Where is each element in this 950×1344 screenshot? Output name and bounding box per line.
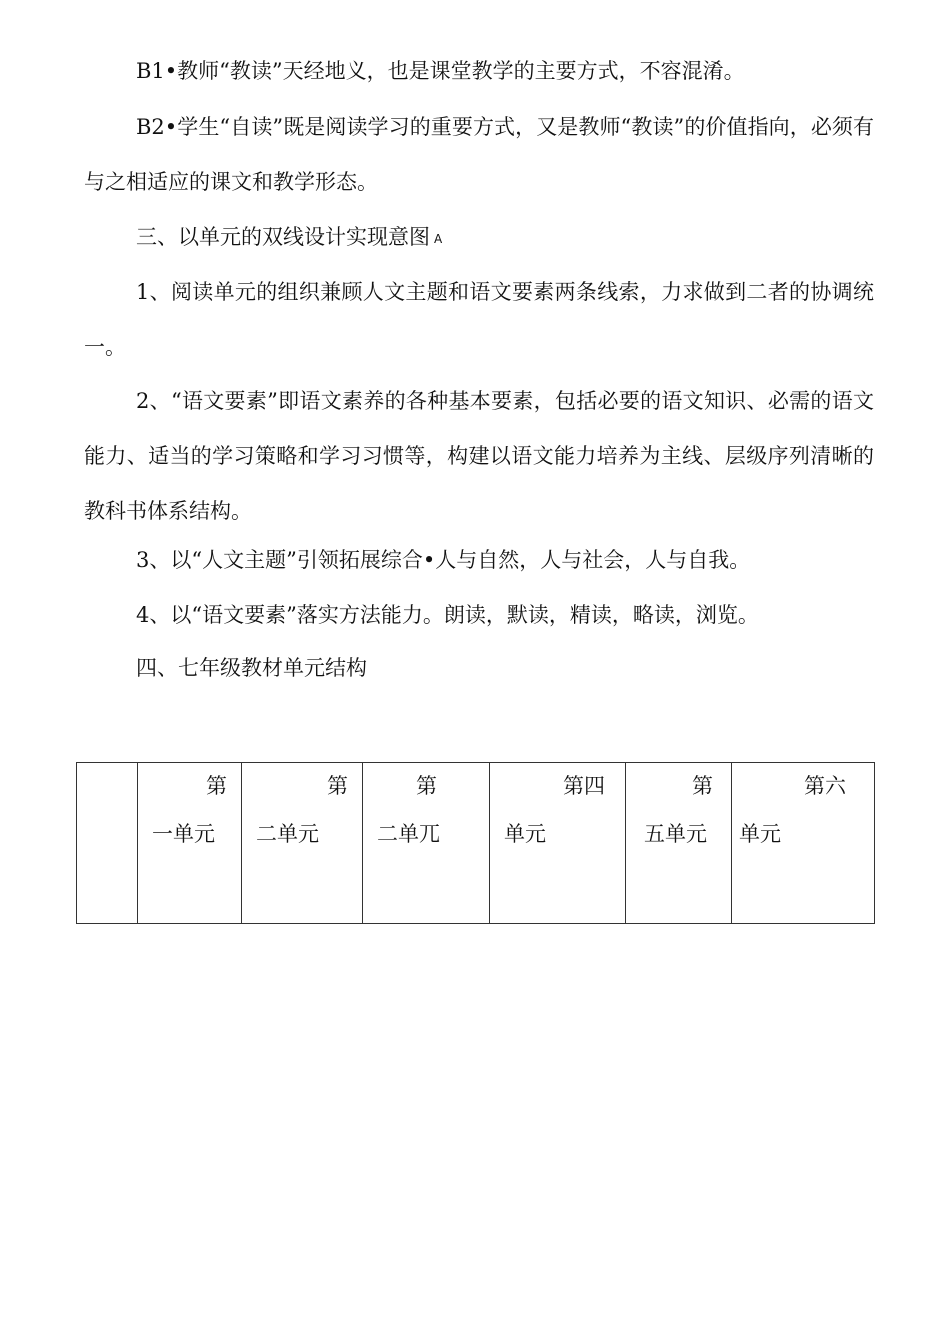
unit-3-top-text: 第 <box>416 774 437 798</box>
unit-6-bottom-text: 单元 <box>739 822 781 846</box>
table-cell-unit-3 <box>363 763 490 924</box>
section-four-heading: 四、七年级教材单元结构 <box>136 656 367 680</box>
unit-2-top-text: 第 <box>327 774 348 798</box>
unit-4-bottom-text: 单元 <box>504 822 546 846</box>
paragraph-b2: B2•学生“自读”既是阅读学习的重要方式，又是教师“教读”的价值指向，必须有与之相适应的课文和教学形态。 <box>84 115 874 194</box>
unit-6-top-text: 第六 <box>804 774 846 798</box>
section-three-heading <box>84 210 874 267</box>
paragraph-b1: B1•教师“教读”天经地义，也是课堂教学的主要方式，不容混淆。 <box>136 59 745 83</box>
paragraph-point-1: 1、阅读单元的组织兼顾人文主题和语文要素两条线索，力求做到二者的协调统一。 <box>84 280 874 359</box>
table-cell-blank <box>77 763 138 924</box>
table-cell-unit-2 <box>242 763 363 924</box>
unit-1-top-text: 第 <box>206 774 227 798</box>
section-three-heading-text: 三、以单元的双线设计实现意图 <box>136 225 430 249</box>
unit-2-bottom-text: 二单元 <box>256 822 319 846</box>
table-cell-unit-5 <box>626 763 732 924</box>
unit-3-bottom-text: 二单兀 <box>377 822 440 846</box>
table-row <box>77 763 875 924</box>
paragraph-point-2: 2、“语文要素”即语文素养的各种基本要素，包括必要的语文知识、必需的语文能力、适当的学习策略和学习习惯等，构建以语文能力培养为主线、层级序列清晰的教科书体系结构。 <box>84 389 874 523</box>
paragraph-point-4: 4、以“语文要素”落实方法能力。朗读，默读，精读，略读，浏览。 <box>136 603 759 627</box>
unit-5-bottom-text: 五单元 <box>644 822 707 846</box>
unit-1-bottom-text: 一单元 <box>152 822 215 846</box>
unit-structure-table <box>76 762 875 924</box>
unit-5-top-text: 第 <box>692 774 713 798</box>
table-cell-unit-6 <box>732 763 875 924</box>
section-three-heading-suffix: A <box>434 232 443 246</box>
table-cell-unit-4 <box>490 763 626 924</box>
paragraph-point-3: 3、以“人文主题”引领拓展综合•人与自然，人与社会，人与自我。 <box>136 548 751 572</box>
unit-4-top-text: 第四 <box>563 774 605 798</box>
table-cell-unit-1 <box>138 763 242 924</box>
